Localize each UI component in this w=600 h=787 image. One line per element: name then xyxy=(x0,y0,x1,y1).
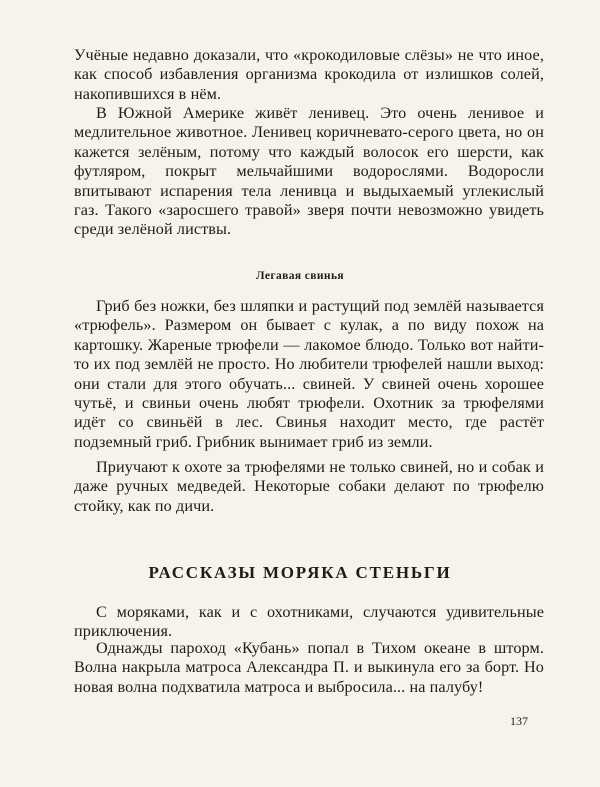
paragraph-truffle: Гриб без ножки, без шляпки и растущий под землёй называется «трюфель». Размером он бывает с кулак, а по виду похож на картошку. Жареные трюфели — лакомое блюдо. Только вот найти-то их под землёй не просто. Но любители трюфелей нашли выход: они стали для этого обучать... свиней. У свиней очень хорошее чутьё, и свиньи очень любят трюфели. Охотник за трюфелями идёт со свиньёй в лес. Свинья находит место, где растёт подземный гриб. Грибник вынимает гриб из земли. xyxy=(74,297,544,451)
paragraph-sloth: В Южной Америке живёт ленивец. Это очень ленивое и медлительное животное. Ленивец коричневато-серого цвета, но он кажется зелёным, потому что каждый волосок его шерсти, как футляром, покрыт мельчайшими водорослями. Водоросли впитывают испарения тела ленивца и выдыхаемый углекислый газ. Такого «заросшего травой» зверя почти невозможно увидеть среди зелёной листвы. xyxy=(74,104,544,239)
paragraph-steamship: Однажды пароход «Кубань» попал в Тихом океане в шторм. Волна накрыла матроса Александра П. и выкинула его за борт. Но новая волна подхватила матроса и выбросила... на палубу! xyxy=(74,639,544,696)
paragraph-sailors: С моряками, как и с охотниками, случаются удивительные приключения. xyxy=(74,603,544,641)
chapter-title: РАССКАЗЫ МОРЯКА СТЕНЬГИ xyxy=(148,563,452,582)
section-heading: Легавая свинья xyxy=(255,270,345,282)
page-number: 137 xyxy=(510,714,528,728)
paragraph-truffle-hunting: Приучают к охоте за трюфелями не только свиней, но и собак и даже ручных медведей. Некоторые собаки делают по трюфелю стойку, как по дичи. xyxy=(74,458,544,515)
paragraph-crocodile-tears: Учёные недавно доказали, что «крокодиловые слёзы» не что иное, как способ избавления организма крокодила от излишков солей, накопившихся в нём. xyxy=(74,46,544,103)
